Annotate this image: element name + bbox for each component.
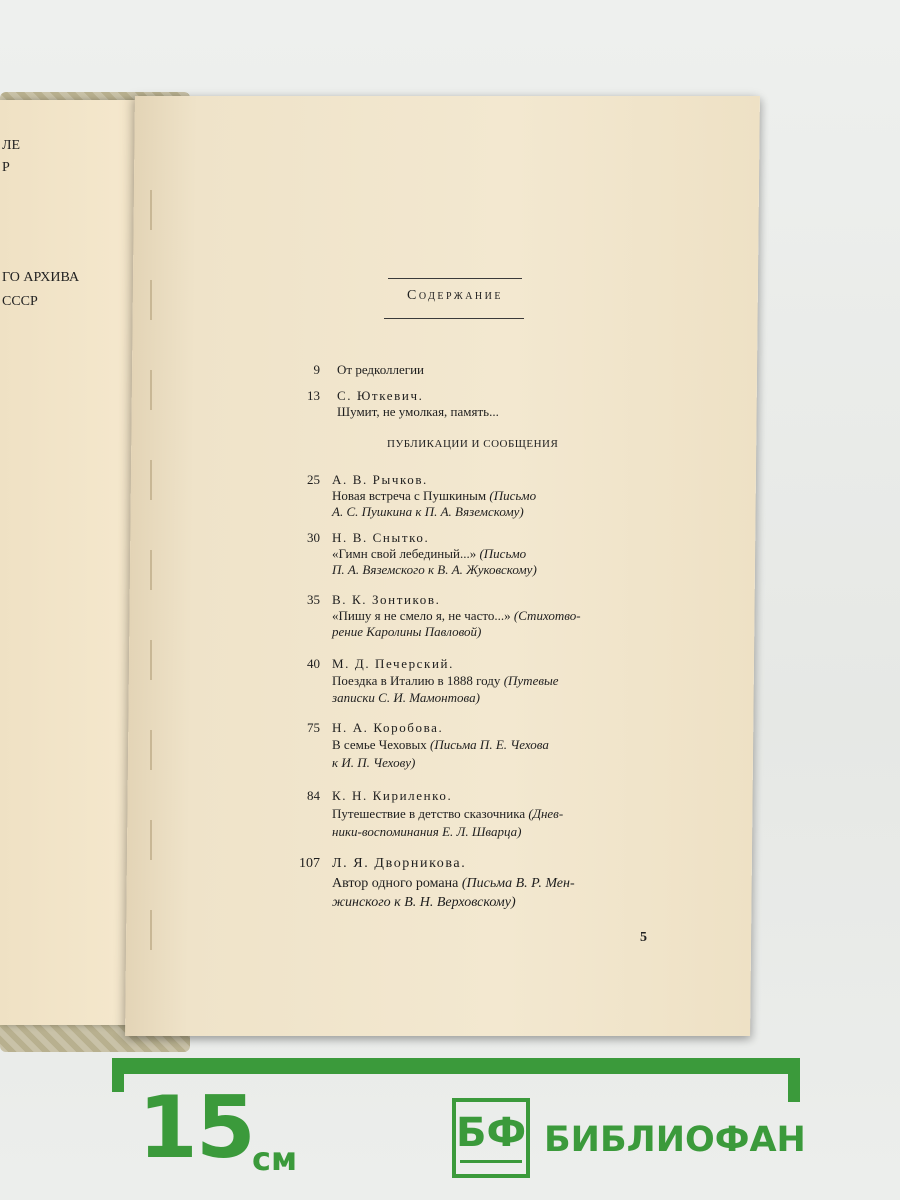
toc-page-number: 25 bbox=[307, 472, 320, 487]
toc-title: Поездка в Италию в 1888 году bbox=[332, 673, 501, 688]
toc-note-line: к И. П. Чехову) bbox=[332, 755, 416, 770]
heading-rule-top bbox=[388, 278, 522, 279]
toc-page-number: 35 bbox=[307, 592, 320, 607]
toc-page-number: 84 bbox=[307, 788, 320, 803]
toc-title-line bbox=[332, 546, 526, 562]
contents-heading: Содержание bbox=[407, 288, 503, 303]
ruler-tick bbox=[112, 1058, 124, 1092]
binding-stitch bbox=[150, 190, 152, 970]
ruler-bar bbox=[112, 1058, 800, 1074]
logo-book-icon bbox=[460, 1160, 522, 1175]
toc-note: (Днев- bbox=[528, 806, 564, 821]
heading-rule-bottom bbox=[384, 318, 524, 319]
toc-title-line bbox=[332, 876, 575, 892]
ruler-number: 15 bbox=[138, 1078, 254, 1178]
ruler-tick bbox=[788, 1058, 800, 1102]
toc-note: (Письмо bbox=[479, 546, 527, 561]
page-number: 5 bbox=[640, 930, 647, 945]
bibliofan-logo-icon: БФ bbox=[452, 1098, 530, 1178]
toc-title-line bbox=[332, 673, 559, 689]
toc-note-line: рение Каролины Павловой) bbox=[332, 624, 482, 639]
toc-title-line bbox=[332, 608, 581, 624]
left-page-fragment: Р bbox=[2, 160, 10, 175]
toc-title: Новая встреча с Пушкиным bbox=[332, 488, 487, 503]
left-page-fragment: СССР bbox=[2, 294, 38, 309]
toc-page-number: 9 bbox=[313, 362, 320, 377]
toc-note: (Письма П. Е. Чехова bbox=[429, 737, 549, 752]
toc-page-number: 40 bbox=[307, 656, 320, 671]
toc-note-line: П. А. Вяземского к В. А. Жуковскому) bbox=[332, 562, 537, 577]
ruler-unit: см bbox=[252, 1140, 298, 1178]
toc-page-number: 13 bbox=[307, 388, 320, 403]
toc-page-number: 30 bbox=[307, 530, 320, 545]
toc-note-line: жинского к В. Н. Верховскому) bbox=[332, 895, 516, 910]
toc-page-number: 75 bbox=[307, 720, 320, 735]
toc-author: С. Юткевич. bbox=[337, 388, 424, 403]
toc-title-line bbox=[332, 737, 549, 753]
toc-title-line bbox=[332, 806, 563, 822]
toc-note-line: записки С. И. Мамонтова) bbox=[332, 690, 480, 705]
toc-author: В. К. Зонтиков. bbox=[332, 592, 441, 607]
toc-author: М. Д. Печерский. bbox=[332, 656, 454, 671]
toc-title: От редколлегии bbox=[337, 362, 425, 377]
toc-author: Л. Я. Дворникова. bbox=[332, 856, 467, 871]
toc-note-line: А. С. Пушкина к П. А. Вяземскому) bbox=[332, 504, 524, 519]
toc-title: Шумит, не умолкая, память... bbox=[337, 404, 499, 419]
toc-title: Путешествие в детство сказочника bbox=[332, 806, 526, 821]
toc-author: Н. А. Коробова. bbox=[332, 720, 444, 735]
section-heading: ПУБЛИКАЦИИ И СООБЩЕНИЯ bbox=[387, 438, 559, 450]
toc-title: «Пишу я не смело я, не часто...» bbox=[332, 608, 511, 623]
toc-page-number: 107 bbox=[299, 856, 320, 871]
brand-name: БИБЛИОФАН bbox=[544, 1120, 806, 1160]
toc-title-line bbox=[332, 488, 536, 504]
toc-note: (Письма В. Р. Мен- bbox=[461, 876, 575, 891]
toc-note: (Стихотво- bbox=[513, 608, 581, 623]
toc-author: Н. В. Снытко. bbox=[332, 530, 430, 545]
toc-title: Автор одного романа bbox=[332, 876, 459, 891]
toc-title: «Гимн свой лебединый...» bbox=[332, 546, 477, 561]
toc-note: (Путевые bbox=[503, 673, 559, 688]
left-page-fragment: ГО АРХИВА bbox=[2, 270, 80, 285]
toc-title: В семье Чеховых bbox=[332, 737, 427, 752]
toc-author: К. Н. Кириленко. bbox=[332, 788, 453, 803]
toc-note: (Письмо bbox=[489, 488, 537, 503]
toc-author: А. В. Рычков. bbox=[332, 472, 428, 487]
toc-note-line: ники-воспоминания Е. Л. Шварца) bbox=[332, 824, 522, 839]
left-page-fragment: ЛЕ bbox=[2, 138, 21, 153]
